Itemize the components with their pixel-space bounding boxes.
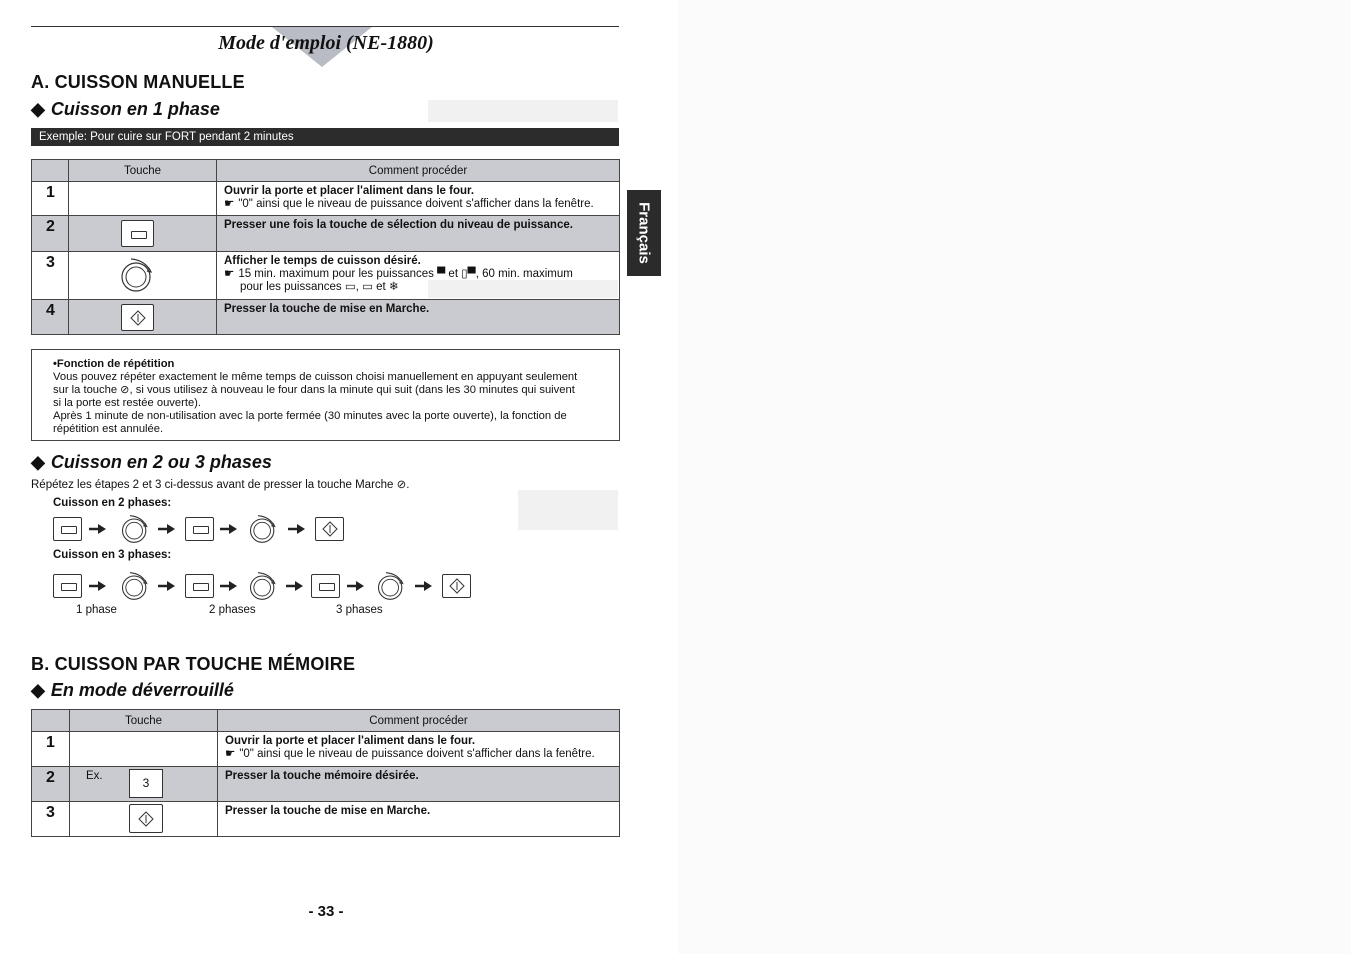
intro-text: Répétez les étapes 2 et 3 ci-dessus avant de presser la touche Marche ⊘.: [31, 479, 410, 491]
time-dial-icon: [119, 256, 155, 294]
table-header: [32, 710, 620, 732]
memory-key-icon: 3: [129, 769, 163, 798]
subheading-unlocked: ◆ En mode déverrouillé: [31, 680, 234, 700]
step-number: 2: [32, 216, 69, 252]
start-key-icon: [442, 574, 471, 598]
start-key-icon: [129, 804, 163, 833]
example-label: Ex.: [86, 770, 103, 782]
power-level-key-icon: [185, 517, 214, 541]
pointing-hand-icon: ☛: [224, 198, 235, 210]
table-row: 2 Ex. 3 Presser la touche mémoire désirée.: [32, 767, 620, 802]
right-arrow-icon: [89, 580, 107, 592]
step-number: 1: [32, 732, 70, 767]
col-how: Comment procéder: [218, 710, 620, 732]
label-three-phases: Cuisson en 3 phases:: [53, 549, 172, 561]
table-row: 3 Presser la touche de mise en Marche.: [32, 802, 620, 837]
subheading-one-phase: ◆ Cuisson en 1 phase: [31, 99, 220, 119]
steps-table-manual: [31, 159, 620, 335]
phase-label: 1 phase: [76, 604, 117, 616]
col-how: Comment procéder: [217, 160, 620, 182]
facing-page-bleed: [678, 0, 1351, 954]
time-dial-icon: [248, 570, 278, 602]
right-arrow-icon: [415, 580, 433, 592]
col-key: Touche: [70, 710, 218, 732]
power-level-key-icon: [311, 574, 340, 598]
table-row: 1 Ouvrir la porte et placer l'aliment dans le four. ☛ "0" ainsi que le niveau de puissance doivent s'afficher dans la fenêtre.: [32, 732, 620, 767]
table-row: 2 Presser une fois la touche de sélection du niveau de puissance.: [32, 216, 620, 252]
right-arrow-icon: [286, 580, 304, 592]
time-dial-icon: [120, 513, 150, 545]
example-bar: Exemple: Pour cuire sur FORT pendant 2 minutes: [31, 128, 619, 146]
step-number: 3: [32, 802, 70, 837]
pointing-hand-icon: ☛: [225, 748, 236, 760]
time-dial-icon: [376, 570, 406, 602]
label-two-phases: Cuisson en 2 phases:: [53, 497, 172, 509]
table-row: 3 Afficher le temps de cuisson désiré. ☛ 15 min. maximum pour les puissances ▀ et ▯▀, 60 min. maximum pour les puissances ▭, ▭ et ❄: [32, 252, 620, 300]
power-level-key-icon: [121, 220, 154, 247]
pointing-hand-icon: ☛: [224, 268, 235, 280]
table-row: 4 Presser la touche de mise en Marche.: [32, 300, 620, 335]
section-a-heading: A. CUISSON MANUELLE: [31, 72, 245, 92]
page-number: - 33 -: [308, 903, 344, 920]
table-row: 1 Ouvrir la porte et placer l'aliment dans le four. ☛ "0" ainsi que le niveau de puissance doivent s'afficher dans la fenêtre.: [32, 182, 620, 216]
right-arrow-icon: [288, 523, 306, 535]
phase-label: 2 phases: [209, 604, 256, 616]
right-arrow-icon: [220, 523, 238, 535]
start-key-icon: [315, 517, 344, 541]
phase-label: 3 phases: [336, 604, 383, 616]
step-number: 1: [32, 182, 69, 216]
repeat-function-box: •Fonction de répétition Vous pouvez répéter exactement le même temps de cuisson choisi manuellement en appuyant seulement sur la touche ⊘, si vous utilisez à nouveau le four dans la minute qui suit (dans les 30 minutes qui suivent si la porte est restée ouverte). Après 1 minute de non-utilisation avec la porte fermée (30 minutes avec la porte ouverte), la fonction de répétition est annulée.: [31, 349, 620, 441]
start-key-icon: [121, 304, 154, 331]
step-number: 2: [32, 767, 70, 802]
diamond-bullet-icon: ◆: [31, 680, 45, 700]
subheading-multi-phase: ◆ Cuisson en 2 ou 3 phases: [31, 452, 272, 472]
diamond-bullet-icon: ◆: [31, 452, 45, 472]
right-arrow-icon: [158, 523, 176, 535]
language-tab: Français: [627, 190, 661, 276]
section-b-heading: B. CUISSON PAR TOUCHE MÉMOIRE: [31, 654, 356, 674]
right-arrow-icon: [158, 580, 176, 592]
time-dial-icon: [120, 570, 150, 602]
right-arrow-icon: [89, 523, 107, 535]
power-level-key-icon: [185, 574, 214, 598]
diamond-bullet-icon: ◆: [31, 99, 45, 119]
right-arrow-icon: [347, 580, 365, 592]
table-header: [32, 160, 620, 182]
page-title: Mode d'emploi (NE-1880): [218, 32, 434, 54]
right-arrow-icon: [220, 580, 238, 592]
time-dial-icon: [248, 513, 278, 545]
power-level-key-icon: [53, 517, 82, 541]
step-number: 4: [32, 300, 69, 335]
col-key: Touche: [69, 160, 217, 182]
power-level-key-icon: [53, 574, 82, 598]
steps-table-memory: [31, 709, 620, 837]
step-number: 3: [32, 252, 69, 300]
